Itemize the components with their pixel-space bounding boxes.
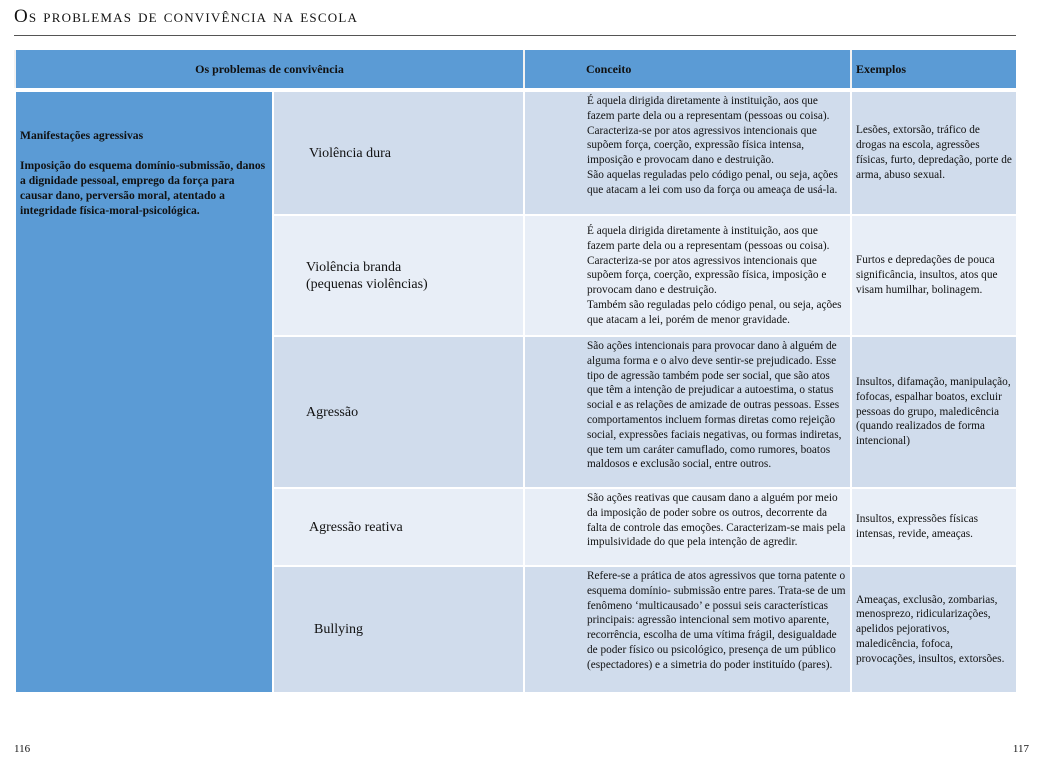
- examples-text: Furtos e depredações de pouca significância, insultos, atos que visam humilhar, bolinagem.: [856, 254, 998, 296]
- examples-text: Lesões, extorsão, tráfico de drogas na escola, agressões físicas, furto, depredação, porte de arma, abuso sexual.: [856, 124, 1012, 181]
- problem-name-cell: [274, 92, 523, 214]
- page-number-right: 117: [1012, 743, 1029, 755]
- concept-text: São ações reativas que causam dano a alguém por meio da imposição de poder sobre os outros, decorrente da falta de controle das emoções. Caracterizam-se mais pela impulsividade do que pela intenção de agredir.: [587, 492, 846, 549]
- table-row: [274, 337, 1016, 487]
- problem-name: Agressão: [306, 404, 359, 420]
- title-divider: [14, 35, 1016, 36]
- concept-cell: [525, 489, 850, 565]
- examples-text: Insultos, expressões físicas intensas, revide, ameaças.: [856, 513, 979, 540]
- problem-name: Agressão reativa: [309, 519, 403, 535]
- table-row: [274, 216, 1016, 335]
- examples-cell: [852, 489, 1016, 565]
- concept-cell: [525, 216, 850, 335]
- concept-cell: [525, 337, 850, 487]
- concept-text: Refere-se a prática de atos agressivos que torna patente o esquema domínio- submissão entre pares. Trata-se de um fenômeno ‘multicausado’ e possui seis características principais: agressão intencional sem motivo aparente, recorrência, escolha de uma vítima frágil, desigualdade de poder físico ou psicológico, presença de um público (espectadores) e a simetria do poder instituído (pares).: [587, 570, 846, 671]
- problem-name-cell: [274, 489, 523, 565]
- table-row: [274, 489, 1016, 565]
- concept-text: São ações intencionais para provocar dano à alguém de alguma forma e o alvo deve sentir-se prejudicado. Esse tipo de agressão também pode ser social, que são atos que têm a intenção de prejudicar a autoestima, o status social e as relações de amizade de outras pessoas. Esses comportamentos incluem formas diretas como rejeição social, expressões faciais negativas, ou formas indiretas, que tem um caráter camuflado, como rumores, boatos maldosos e exclusão social, entre outros.: [587, 340, 842, 471]
- examples-text: Insultos, difamação, manipulação, fofocas, espalhar boatos, excluir pessoas do grupo, maledicência (quando realizados de forma intencional): [856, 376, 1011, 448]
- concept-cell: [525, 92, 850, 214]
- concept-text: É aquela dirigida diretamente à instituição, aos que fazem parte dela ou a representam (pessoas ou coisa). Caracteriza-se por atos agressivos intencionais que supõem força, coerção, expressão física intensa, imposição e provocam dano e destruição. São aquelas reguladas pelo código penal, ou seja, ações que atacam a lei com uso da força ou ameaça de usá-la.: [587, 95, 838, 196]
- problem-name: Violência branda: [306, 259, 402, 275]
- left-category-cell: [16, 92, 272, 692]
- problem-name-cell: [274, 337, 523, 487]
- examples-cell: [852, 92, 1016, 214]
- table-row: [274, 92, 1016, 214]
- examples-text: Ameaças, exclusão, zombarias, menosprezo, ridicularizações, apelidos pejorativos, maledicência, fofoca, provocações, insultos, extorsões.: [856, 593, 1005, 665]
- problem-name: Violência dura: [309, 145, 391, 161]
- table-row: [274, 567, 1016, 692]
- concept-text: É aquela dirigida diretamente à instituição, aos que fazem parte dela ou a representam (pessoas ou coisa). Caracteriza-se por atos agressivos intencionais que supõem força, coerção, expressão física, imposição e provocam dano e destruição. Também são reguladas pelo código penal, ou seja, ações que atacam a lei, porém de menor gravidade.: [587, 225, 842, 326]
- concept-cell: [525, 567, 850, 692]
- problem-subname: (pequenas violências): [306, 276, 428, 292]
- category-title: Manifestações agressivas: [20, 129, 144, 142]
- page-number-left: 116: [14, 743, 31, 755]
- problem-name: Bullying: [314, 622, 364, 637]
- problem-name-cell: [274, 567, 523, 692]
- header-examples: Exemplos: [852, 50, 1016, 88]
- page-title: Os problemas de convivência na escola: [14, 6, 359, 27]
- examples-cell: [852, 337, 1016, 487]
- category-description: Imposição do esquema domínio-submissão, danos a dignidade pessoal, emprego da força para causar dano, perversão moral, atentado a integridade física-moral-psicológica.: [20, 159, 266, 217]
- header-problems: Os problemas de convivência: [16, 50, 523, 88]
- header-concept: Conceito: [525, 50, 850, 88]
- examples-cell: [852, 567, 1016, 692]
- examples-cell: [852, 216, 1016, 335]
- problem-name-cell: [274, 216, 523, 335]
